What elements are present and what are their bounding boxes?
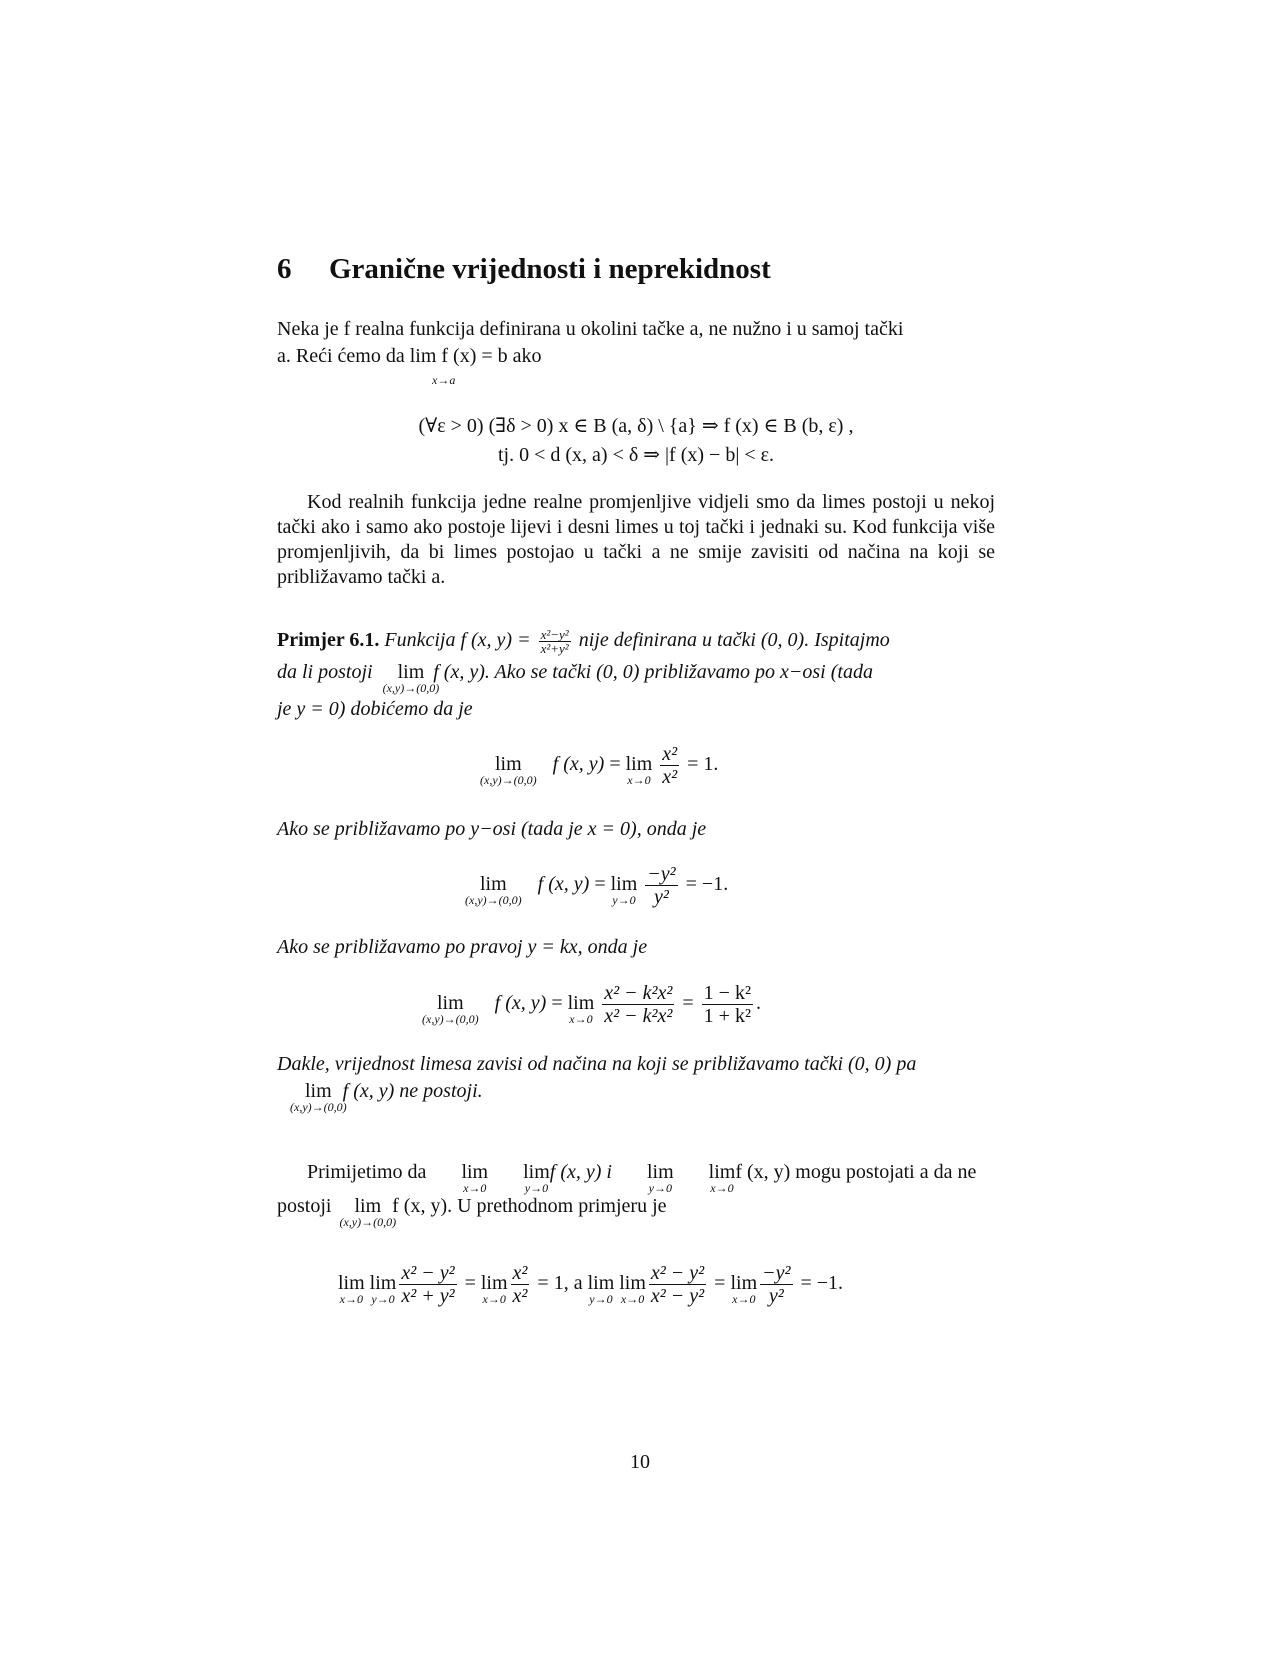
lim-word: lim bbox=[354, 1195, 382, 1217]
lim-subscript: y→0 bbox=[524, 1181, 549, 1195]
lim-subscript: (x,y)→(0,0) bbox=[290, 1100, 347, 1114]
lim-word: lim bbox=[338, 1272, 365, 1295]
eq3-fraction-1 bbox=[602, 982, 674, 1027]
equation-y-axis bbox=[465, 863, 729, 908]
lim-subscript: x→0 bbox=[463, 1181, 487, 1195]
example-text-b: nije definirana u tački (0, 0). Ispitajmo bbox=[578, 629, 890, 652]
eq2-lim-left bbox=[465, 872, 522, 908]
eq3-equals-2: = bbox=[682, 992, 694, 1015]
final-den-4: y² bbox=[768, 1285, 784, 1307]
eq1-equals: = bbox=[609, 753, 621, 776]
closing-text-c: f (x, y) mogu postojati a da ne bbox=[735, 1161, 977, 1183]
lim-word: lim bbox=[480, 873, 507, 896]
final-den-1: x² + y² bbox=[401, 1285, 455, 1307]
definition-line-1: (∀ε > 0) (∃δ > 0) x ∈ B (a, δ) \ {a} ⇒ f (x) ∈ B (b, ε) , bbox=[418, 415, 854, 437]
lim-word: lim bbox=[625, 753, 653, 776]
eq1-fxy: f (x, y) bbox=[552, 753, 605, 776]
final-num-1: x² − y² bbox=[401, 1262, 455, 1284]
final-lim-5 bbox=[619, 1271, 646, 1307]
example-line-1 bbox=[277, 628, 995, 655]
lim-subscript: y→0 bbox=[612, 893, 636, 908]
final-end: = −1. bbox=[800, 1272, 844, 1295]
closing-lim-x-2 bbox=[679, 1160, 736, 1195]
final-equals-1: = bbox=[464, 1272, 476, 1295]
closing-line-1 bbox=[277, 1160, 995, 1195]
final-lim-2 bbox=[369, 1271, 397, 1307]
equation-iterated-limits bbox=[338, 1262, 843, 1307]
eq2-num: −y² bbox=[647, 863, 676, 885]
equation-x-axis bbox=[480, 743, 719, 788]
section-heading bbox=[277, 252, 771, 286]
example-label: Primjer 6.1. bbox=[277, 629, 380, 652]
lim-subscript: (x,y)→(0,0) bbox=[339, 1215, 397, 1229]
eq1-num: x² bbox=[662, 743, 678, 765]
intro-limit bbox=[277, 344, 542, 369]
lim-word: lim bbox=[567, 992, 595, 1015]
final-num-3: x² − y² bbox=[650, 1262, 705, 1284]
closing-text-b: f (x, y) i bbox=[549, 1161, 612, 1183]
closing-lim-x bbox=[431, 1160, 489, 1195]
lim-word: lim bbox=[523, 1161, 550, 1183]
final-frac-1 bbox=[399, 1262, 456, 1307]
lim-word: lim bbox=[646, 1161, 674, 1183]
lim-subscript: (x,y)→(0,0) bbox=[465, 893, 522, 908]
example-line-3: je y = 0) dobićemo da je bbox=[277, 698, 473, 720]
paragraph-limits-existence: Kod realnih funkcija jedne realne promjenljive vidjeli smo da limes postoji u nekoj tački ako i samo ako postoje lijevi i desni limes u toj tački i jednaki su. Kod funkcija više promjenljivih, da bi limes postojao u tački a ne smije zavisiti od načina na koji se približavamo tački a. bbox=[277, 491, 995, 588]
eq1-fraction bbox=[660, 743, 679, 788]
eq3-equals: = bbox=[551, 992, 563, 1015]
lim-word: lim bbox=[305, 1080, 332, 1102]
final-num-2: x² bbox=[512, 1262, 528, 1284]
eq3-lim-left bbox=[422, 991, 479, 1027]
example-fraction bbox=[539, 628, 571, 655]
closing-line-2-b: f (x, y). U prethodnom primjeru je bbox=[392, 1195, 667, 1217]
lim-word: lim bbox=[480, 1272, 508, 1295]
equation-line-kx: lim (x,y)→(0,0) f (x, y) = lim x→0 $\frac{\text{x² − k²x²}}{\text{x² − k²x²}}$ = $\frac{\text{1 − k²}}{\text{1 + k²}}$ . bbox=[422, 982, 761, 1027]
eq2-den: y² bbox=[654, 886, 669, 908]
lim-word: lim bbox=[610, 873, 638, 896]
example-line-2-b: f (x, y). Ako se tački (0, 0) približavamo po x−osi (tada bbox=[433, 661, 873, 683]
lim-subscript: (x,y)→(0,0) bbox=[422, 1012, 479, 1027]
lim-subscript: y→0 bbox=[648, 1181, 672, 1195]
closing-limit bbox=[339, 1194, 397, 1229]
lim-subscript: x→0 bbox=[339, 1292, 363, 1307]
example-fraction-num: x²−y² bbox=[540, 627, 569, 642]
lim-word: lim bbox=[369, 1272, 397, 1295]
eq3-num-2: 1 − k² bbox=[703, 982, 751, 1004]
eq3-den: x² − k²x² bbox=[604, 1005, 673, 1027]
intro-lim-subscript: x→a bbox=[432, 373, 456, 387]
lim-word: lim bbox=[437, 992, 464, 1015]
definition-line-2: tj. 0 < d (x, a) < δ ⇒ |f (x) − b| < ε. bbox=[498, 444, 774, 466]
example-conclusion-2 bbox=[277, 1079, 995, 1114]
lim-subscript: (x,y)→(0,0) bbox=[480, 773, 537, 788]
final-lim-4 bbox=[587, 1271, 615, 1307]
final-frac-3 bbox=[649, 1262, 706, 1307]
eq1-end: = 1. bbox=[687, 753, 719, 776]
closing-line-2-a: postoji bbox=[277, 1195, 332, 1217]
eq2-equals: = bbox=[594, 873, 606, 896]
conclusion-text: f (x, y) ne postoji. bbox=[342, 1080, 483, 1102]
lim-subscript: x→0 bbox=[482, 1292, 506, 1307]
example-conclusion-1: Dakle, vrijednost limesa zavisi od načina na koji se približavamo tački (0, 0) pa bbox=[277, 1053, 917, 1075]
final-lim-1 bbox=[338, 1271, 365, 1307]
lim-subscript: y→0 bbox=[589, 1292, 613, 1307]
final-lim-6 bbox=[730, 1271, 758, 1307]
lim-word: lim bbox=[619, 1272, 646, 1295]
example-limit bbox=[382, 660, 440, 695]
section-title: Granične vrijednosti i neprekidnost bbox=[329, 253, 771, 285]
lim-word: lim bbox=[587, 1272, 615, 1295]
intro-line-2 bbox=[277, 344, 995, 369]
eq2-fraction bbox=[645, 863, 677, 908]
closing-line-2 bbox=[277, 1194, 995, 1229]
page-number: 10 bbox=[630, 1451, 650, 1473]
section-number: 6 bbox=[277, 253, 292, 285]
eq3-den-2: 1 + k² bbox=[703, 1005, 751, 1027]
eq1-lim-left bbox=[480, 752, 537, 788]
eq3-lim-right bbox=[567, 991, 595, 1027]
example-mid-1: Ako se približavamo po y−osi (tada je x = 0), onda je bbox=[277, 818, 707, 840]
closing-lim-y-2 bbox=[617, 1160, 674, 1195]
intro-line-1: Neka je f realna funkcija definirana u okolini tačke a, ne nužno i u samoj tački bbox=[277, 318, 904, 340]
lim-subscript: (x,y)→(0,0) bbox=[382, 681, 440, 695]
final-den-2: x² bbox=[512, 1285, 528, 1307]
eq1-den: x² bbox=[662, 766, 678, 788]
final-lim-3 bbox=[480, 1271, 508, 1307]
lim-subscript: x→0 bbox=[710, 1181, 734, 1195]
final-frac-2 bbox=[511, 1262, 530, 1307]
lim-word: lim bbox=[495, 753, 522, 776]
closing-text-a: Primijetimo da bbox=[307, 1161, 427, 1183]
example-mid-2: Ako se približavamo po pravoj y = kx, onda je bbox=[277, 936, 648, 958]
lim-word: lim bbox=[397, 661, 425, 683]
closing-lim-y bbox=[493, 1160, 550, 1195]
lim-subscript: x→0 bbox=[627, 773, 651, 788]
eq1-lim-right bbox=[625, 752, 653, 788]
lim-word: lim bbox=[730, 1272, 758, 1295]
lim-subscript: y→0 bbox=[371, 1292, 395, 1307]
lim-word: lim bbox=[708, 1161, 736, 1183]
final-equals-2: = bbox=[714, 1272, 726, 1295]
eq2-lim-right bbox=[610, 872, 638, 908]
intro-line-2-text: a. Reći ćemo da lim f (x) = b ako bbox=[277, 345, 542, 367]
eq2-end: = −1. bbox=[685, 873, 729, 896]
example-fraction-den: x²+y² bbox=[540, 641, 569, 656]
eq3-num: x² − k²x² bbox=[604, 982, 673, 1004]
final-num-4: −y² bbox=[762, 1262, 791, 1284]
eq3-fxy: f (x, y) bbox=[494, 992, 547, 1015]
eq3-fraction-2 bbox=[702, 982, 753, 1027]
lim-subscript: x→0 bbox=[620, 1292, 645, 1307]
lim-subscript: x→0 bbox=[732, 1292, 756, 1307]
conclusion-limit bbox=[290, 1079, 347, 1114]
final-den-3: x² − y² bbox=[650, 1285, 705, 1307]
lim-subscript: x→0 bbox=[569, 1012, 593, 1027]
final-frac-4 bbox=[760, 1262, 792, 1307]
example-line-2 bbox=[277, 660, 995, 695]
example-line-2-a: da li postoji bbox=[277, 661, 373, 683]
example-text-a: Funkcija f (x, y) = bbox=[384, 629, 531, 652]
lim-word: lim bbox=[461, 1161, 489, 1183]
eq2-fxy: f (x, y) bbox=[537, 873, 590, 896]
final-mid: = 1, a bbox=[537, 1272, 583, 1295]
